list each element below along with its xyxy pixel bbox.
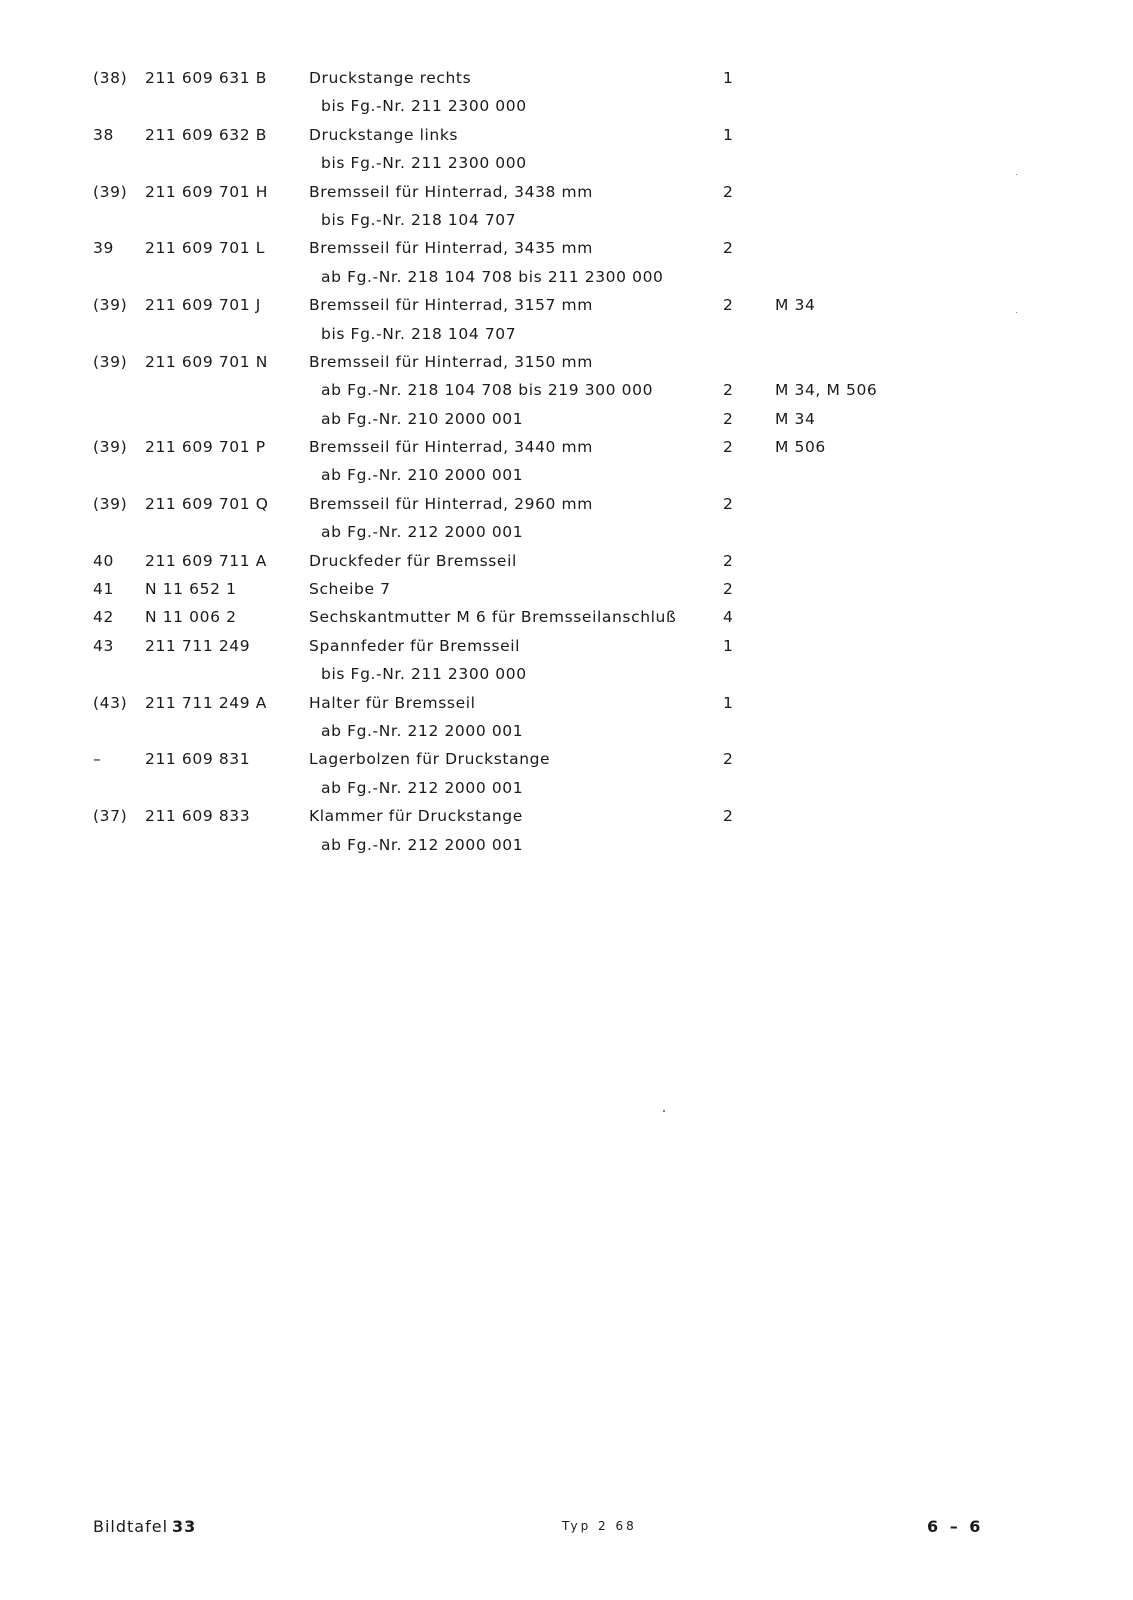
quantity: 2 (723, 750, 734, 769)
quantity: 2 (723, 296, 734, 315)
remark: M 34 (775, 296, 816, 315)
part-subrow (93, 518, 953, 546)
part-description: Druckstange rechts (309, 69, 472, 87)
part-description: Klammer für Druckstange (309, 807, 523, 826)
part-subrow (93, 376, 953, 404)
page-number: 6 – 6 (927, 1517, 984, 1536)
part-number: N 11 006 2 (145, 608, 237, 627)
part-row (93, 433, 953, 461)
chassis-range: ab Fg.-Nr. 210 2000 001 (321, 466, 524, 485)
scan-speck (1016, 312, 1017, 313)
position-number: (37) (93, 807, 128, 826)
part-subrow (93, 717, 953, 745)
part-row (93, 689, 953, 717)
part-entry (93, 745, 953, 802)
part-subrow (93, 92, 953, 120)
quantity: 4 (723, 608, 734, 627)
quantity: 2 (723, 580, 734, 599)
part-description: Scheibe 7 (309, 580, 391, 599)
part-description: Spannfeder für Bremsseil (309, 636, 521, 655)
chassis-range: ab Fg.-Nr. 218 104 708 bis 219 300 000 (321, 381, 654, 400)
part-number: 211 609 701 P (145, 438, 266, 457)
part-entry (93, 547, 953, 575)
part-entry (93, 121, 953, 178)
part-row (93, 178, 953, 206)
part-entry (93, 178, 953, 235)
position-number: 38 (93, 125, 114, 144)
position-number: (39) (93, 494, 128, 513)
part-subrow (93, 774, 953, 802)
position-number: 41 (93, 580, 114, 599)
plate-reference (93, 1517, 196, 1536)
part-row (93, 490, 953, 518)
chassis-range: bis Fg.-Nr. 211 2300 000 (321, 97, 527, 116)
chassis-range: ab Fg.-Nr. 212 2000 001 (321, 835, 524, 854)
part-entry (93, 348, 953, 433)
part-row (93, 575, 953, 603)
quantity: 2 (723, 438, 734, 457)
part-number: 211 609 632 B (145, 125, 267, 144)
part-subrow (93, 461, 953, 489)
position-number: – (93, 750, 102, 769)
type-reference: Typ 2 68 (562, 1519, 637, 1533)
quantity: 2 (723, 381, 734, 400)
quantity: 2 (723, 807, 734, 826)
quantity: 2 (723, 494, 734, 513)
part-row (93, 802, 953, 830)
part-entry (93, 234, 953, 291)
part-description: Halter für Bremsseil (309, 693, 476, 712)
part-row (93, 234, 953, 262)
part-description: Bremsseil für Hinterrad, 3150 mm (309, 352, 593, 371)
part-row (93, 348, 953, 376)
quantity: 1 (723, 125, 734, 144)
scan-speck (1016, 174, 1017, 175)
chassis-range: ab Fg.-Nr. 212 2000 001 (321, 778, 524, 797)
remark: M 34 (775, 409, 816, 428)
plate-number: 33 (172, 1517, 197, 1536)
part-subrow (93, 660, 953, 688)
part-description: Druckfeder für Bremsseil (309, 551, 517, 570)
scan-speck (663, 1110, 665, 1112)
quantity: 1 (723, 636, 734, 655)
position-number: 39 (93, 239, 114, 258)
part-number: 211 609 631 B (145, 69, 267, 87)
chassis-range: ab Fg.-Nr. 218 104 708 bis 211 2300 000 (321, 267, 664, 286)
position-number: (43) (93, 693, 128, 712)
part-number: 211 609 701 N (145, 352, 268, 371)
part-number: 211 609 711 A (145, 551, 267, 570)
part-number: 211 711 249 A (145, 693, 267, 712)
part-number: 211 609 831 (145, 750, 251, 769)
chassis-range: bis Fg.-Nr. 218 104 707 (321, 324, 517, 343)
chassis-range: ab Fg.-Nr. 212 2000 001 (321, 523, 524, 542)
part-number: 211 609 833 (145, 807, 251, 826)
part-subrow (93, 149, 953, 177)
part-number: 211 609 701 J (145, 296, 261, 315)
chassis-range: bis Fg.-Nr. 211 2300 000 (321, 665, 527, 684)
part-number: 211 609 701 Q (145, 494, 269, 513)
part-description: Bremsseil für Hinterrad, 3435 mm (309, 239, 593, 258)
part-subrow (93, 320, 953, 348)
remark: M 34, M 506 (775, 381, 878, 400)
position-number: 42 (93, 608, 114, 627)
part-entry (93, 689, 953, 746)
part-row (93, 745, 953, 773)
chassis-range: bis Fg.-Nr. 211 2300 000 (321, 154, 527, 173)
position-number: (39) (93, 352, 128, 371)
plate-label: Bildtafel (93, 1517, 169, 1536)
part-description: Bremsseil für Hinterrad, 3440 mm (309, 438, 593, 457)
position-number: (39) (93, 438, 128, 457)
part-number: 211 711 249 (145, 636, 251, 655)
quantity: 2 (723, 551, 734, 570)
part-number: 211 609 701 H (145, 182, 268, 201)
part-entry (93, 632, 953, 689)
part-description: Bremsseil für Hinterrad, 3157 mm (309, 296, 593, 315)
position-number: (39) (93, 182, 128, 201)
part-entry (93, 575, 953, 603)
page-footer (0, 1517, 1133, 1547)
part-row (93, 64, 953, 92)
part-number: 211 609 701 L (145, 239, 265, 258)
part-entry (93, 64, 953, 121)
part-row (93, 603, 953, 631)
chassis-range: ab Fg.-Nr. 210 2000 001 (321, 409, 524, 428)
position-number: 43 (93, 636, 114, 655)
part-description: Bremsseil für Hinterrad, 3438 mm (309, 182, 593, 201)
part-entry (93, 802, 953, 859)
part-description: Druckstange links (309, 125, 459, 144)
quantity: 1 (723, 693, 734, 712)
part-entry (93, 291, 953, 348)
part-entry (93, 603, 953, 631)
part-row (93, 547, 953, 575)
position-number: (38) (93, 69, 128, 87)
chassis-range: bis Fg.-Nr. 218 104 707 (321, 210, 517, 229)
part-description: Lagerbolzen für Druckstange (309, 750, 551, 769)
part-description: Sechskantmutter M 6 für Bremsseilanschluß (309, 608, 677, 627)
parts-table (93, 64, 953, 859)
quantity: 1 (723, 69, 734, 87)
part-row (93, 291, 953, 319)
position-number: 40 (93, 551, 114, 570)
quantity: 2 (723, 409, 734, 428)
part-subrow (93, 405, 953, 433)
part-entry (93, 490, 953, 547)
part-row (93, 121, 953, 149)
part-row (93, 632, 953, 660)
part-subrow (93, 263, 953, 291)
part-description: Bremsseil für Hinterrad, 2960 mm (309, 494, 593, 513)
remark: M 506 (775, 438, 826, 457)
chassis-range: ab Fg.-Nr. 212 2000 001 (321, 721, 524, 740)
quantity: 2 (723, 239, 734, 258)
part-subrow (93, 206, 953, 234)
quantity: 2 (723, 182, 734, 201)
position-number: (39) (93, 296, 128, 315)
part-number: N 11 652 1 (145, 580, 237, 599)
part-entry (93, 433, 953, 490)
part-subrow (93, 831, 953, 859)
